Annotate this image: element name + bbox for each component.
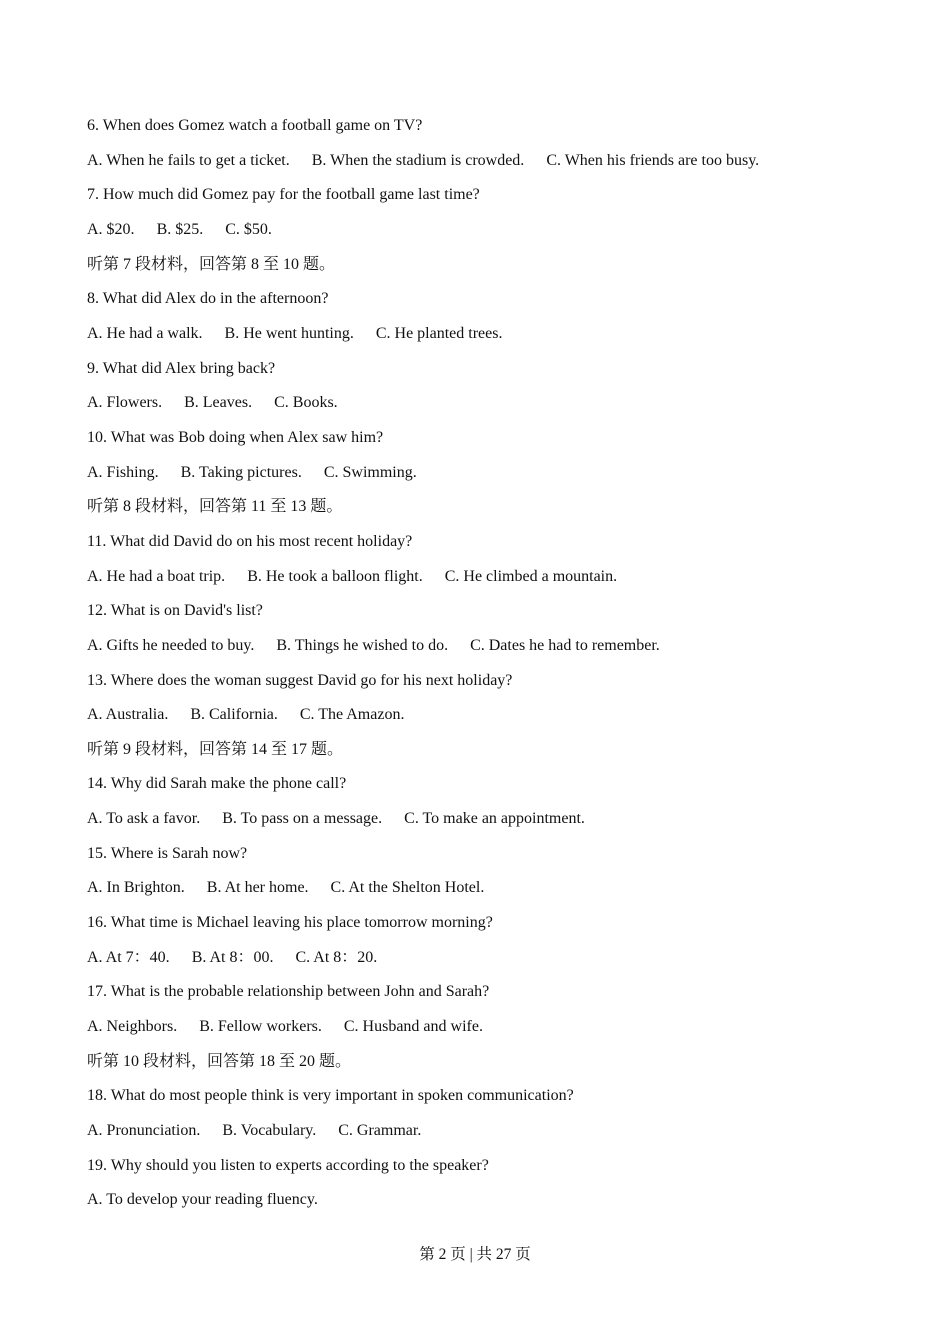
answer-options: [87, 703, 887, 738]
question-text: 14. Why did Sarah make the phone call?: [87, 775, 347, 793]
answer-option: B. He took a balloon flight.: [247, 567, 423, 585]
answer-option: B. He went hunting.: [224, 324, 354, 342]
answer-options: [87, 876, 887, 911]
answer-option: C. Grammar.: [338, 1122, 422, 1140]
answer-option: B. Taking pictures.: [180, 463, 302, 481]
answer-options: [87, 322, 887, 357]
answer-option: B. At her home.: [206, 879, 309, 897]
question-text: 11. What did David do on his most recent holiday?: [87, 532, 413, 550]
answer-option: A. He had a boat trip.: [87, 567, 226, 585]
answer-option: C. $50.: [225, 220, 272, 238]
answer-option: C. Swimming.: [323, 463, 417, 481]
question-text: 12. What is on David's list?: [87, 602, 263, 620]
answer-option: C. To make an appointment.: [404, 810, 585, 828]
answer-option: A. Australia.: [87, 706, 169, 724]
answer-options: [87, 807, 887, 842]
answer-options: [87, 149, 887, 184]
answer-option: B. Fellow workers.: [199, 1018, 322, 1036]
question-text: 15. Where is Sarah now?: [87, 844, 248, 862]
answer-option: A. Fishing.: [87, 463, 159, 481]
answer-option: A. Flowers.: [87, 394, 163, 412]
section-instruction: 听第 10 段材料，回答第 18 至 20 题。: [87, 1052, 352, 1070]
answer-options: [87, 565, 887, 600]
answer-option: C. At the Shelton Hotel.: [330, 879, 485, 897]
answer-option: A. $20.: [87, 220, 135, 238]
answer-option: C. At 8：20.: [295, 948, 378, 966]
question-text: 9. What did Alex bring back?: [87, 359, 276, 377]
answer-options: [87, 1188, 887, 1223]
answer-option: A. To develop your reading fluency.: [87, 1191, 318, 1209]
answer-options: [87, 946, 887, 981]
question-text: 19. Why should you listen to experts according to the speaker?: [87, 1156, 489, 1174]
answer-option: C. The Amazon.: [299, 706, 405, 724]
answer-option: C. When his friends are too busy.: [546, 151, 760, 169]
section-instruction: 听第 9 段材料，回答第 14 至 17 题。: [87, 740, 344, 758]
answer-option: A. He had a walk.: [87, 324, 203, 342]
answer-options: [87, 391, 887, 426]
section-instruction: 听第 8 段材料，回答第 11 至 13 题。: [87, 498, 343, 516]
answer-option: A. At 7：40.: [87, 948, 170, 966]
answer-option: B. $25.: [156, 220, 204, 238]
question-text: 16. What time is Michael leaving his place tomorrow morning?: [87, 914, 493, 932]
answer-options: [87, 461, 887, 496]
question-text: 17. What is the probable relationship between John and Sarah?: [87, 983, 490, 1001]
answer-option: A. Neighbors.: [87, 1018, 178, 1036]
answer-option: B. At 8：00.: [191, 948, 274, 966]
answer-option: B. To pass on a message.: [222, 810, 383, 828]
answer-option: B. When the stadium is crowded.: [311, 151, 525, 169]
question-text: 6. When does Gomez watch a football game on TV?: [87, 117, 423, 134]
answer-option: A. When he fails to get a ticket.: [87, 151, 290, 169]
section-instruction: 听第 7 段材料，回答第 8 至 10 题。: [87, 255, 336, 273]
answer-options: [87, 1119, 887, 1154]
question-text: 8. What did Alex do in the afternoon?: [87, 290, 329, 308]
answer-option: C. Books.: [274, 394, 338, 412]
answer-option: C. He planted trees.: [375, 324, 503, 342]
answer-options: [87, 218, 887, 253]
answer-option: C. Husband and wife.: [343, 1018, 483, 1036]
answer-option: A. In Brighton.: [87, 879, 185, 897]
answer-option: A. Pronunciation.: [87, 1122, 201, 1140]
answer-options: [87, 634, 887, 669]
answer-option: C. He climbed a mountain.: [444, 567, 618, 585]
question-list: [87, 114, 887, 1223]
answer-option: B. Leaves.: [184, 394, 253, 412]
answer-option: A. To ask a favor.: [87, 810, 201, 828]
question-text: 13. Where does the woman suggest David go for his next holiday?: [87, 671, 513, 689]
answer-options: [87, 1015, 887, 1050]
answer-option: C. Dates he had to remember.: [470, 636, 660, 654]
answer-option: B. California.: [190, 706, 278, 724]
question-text: 7. How much did Gomez pay for the football game last time?: [87, 186, 480, 204]
page-footer: 第 2 页 | 共 27 页: [419, 1246, 531, 1263]
answer-option: A. Gifts he needed to buy.: [87, 636, 255, 654]
answer-option: B. Vocabulary.: [222, 1122, 317, 1140]
question-text: 10. What was Bob doing when Alex saw him?: [87, 428, 384, 446]
answer-option: B. Things he wished to do.: [276, 636, 449, 654]
question-text: 18. What do most people think is very important in spoken communication?: [87, 1087, 574, 1105]
